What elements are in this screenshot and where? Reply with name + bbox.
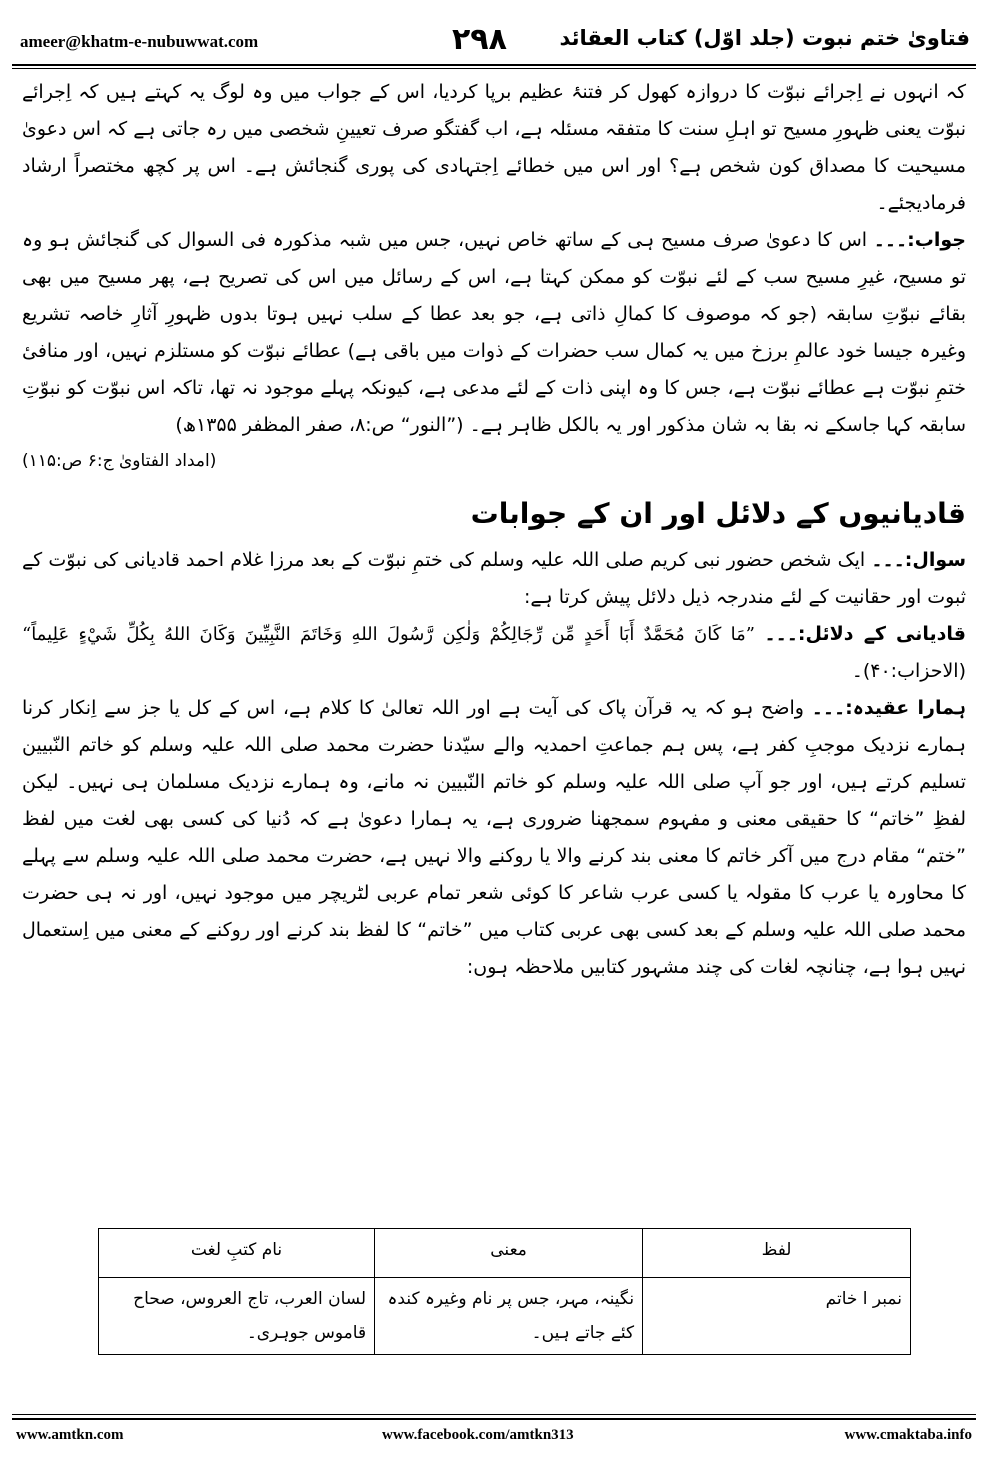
question-label: سوال:۔۔۔ [871, 549, 966, 571]
footer-rule [12, 1418, 976, 1420]
section-heading: قادیانیوں کے دلائل اور ان کے جوابات [470, 497, 966, 530]
table-header-meaning: معنی [375, 1229, 643, 1278]
creed-text: واضح ہو کہ یہ قرآن پاک کی آیت ہے اور اللہ تعالیٰ کا کلام ہے، اس کے کل یا جز سے اِنکار کرنا ہمارے نزدیک موجبِ کفر ہے، پس ہم جماعتِ احمدیہ والے سیّدنا حضرت محمد صلی اللہ علیہ وسلم کو خاتم النّبیین تسلیم کرتے ہیں، اور جو آپ صلی اللہ علیہ وسلم کو خاتم النّبیین نہ مانے، وہ ہمارے نزدیک مسلمان ہی نہیں۔ لیکن لفظِ ”خاتم“ کا حقیقی معنی و مفہوم سمجھنا ضروری ہے، یہ ہمارا دعویٰ ہے کہ دُنیا کی کسی بھی لغت میں لفظ ”ختم“ مقام درج میں آکر خاتم کا معنی بند کرنے والا یا روکنے والا نہیں ہے، حضرت محمد صلی اللہ علیہ وسلم سے پہلے کا محاورہ یا عرب کا مقولہ یا کسی عرب شاعر کا کوئی شعر تمام عربی لٹریچر میں موجود نہیں، اور نہ ہی حضرت محمد صلی اللہ علیہ وسلم کے بعد کسی بھی عربی کتاب میں ”خاتم“ کا لفظ بند کرنے اور روکنے کے معنی میں اِستعمال نہیں ہوا ہے، چنانچہ لغات کی چند مشہور کتابیں ملاحظہ ہوں: [22, 697, 966, 978]
answer-label: جواب:۔۔۔ [873, 229, 966, 251]
footer-link-facebook[interactable]: www.facebook.com/amtkn313 [382, 1427, 574, 1443]
paragraph-answer [22, 222, 966, 444]
table-cell-books: لسان العرب، تاج العروس، صحاح قاموس جوہری۔ [99, 1278, 375, 1355]
answer-text: اس کا دعویٰ صرف مسیح ہی کے ساتھ خاص نہیں، جس میں شبہ مذکورہ فی السوال کی گنجائش ہو وہ تو مسیح، غیرِ مسیح سب کے لئے نبوّت کو ممکن کہتا ہے، اس کے رسائل میں اس کی تصریح ہے، پھر مسیح میں بھی بقائے نبوّتِ سابقہ (جو کہ موصوف کا کمالِ ذاتی ہے، جو بعد عطا کے سلب نہیں ہوتا بدوں ظہورِ آثارِ خاصہ تشریع وغیرہ جیسا خود عالمِ برزخ میں یہ کمال سب حضرات کے ذوات میں باقی ہے) عطائے نبوّت کو مستلزم نہیں، اور منافیٔ ختمِ نبوّت ہے عطائے نبوّت ہے، جس کا وہ اپنی ذات کے لئے مدعی ہے، کیونکہ پہلے موجود نہ تھا، تاکہ اس نبوّت کو نبوّتِ سابقہ کہا جاسکے نہ بقا بہ شان مذکور اور یہ بالکل ظاہر ہے۔ (”النور“ ص:۸، صفر المظفر ۱۳۵۵ھ) [22, 229, 966, 436]
table-cell-meaning: نگینہ، مہر، جس پر نام وغیرہ کندہ کئے جاتے ہیں۔ [375, 1278, 643, 1355]
page-header [12, 22, 976, 62]
table-header-books: نام کتبِ لغت [99, 1229, 375, 1278]
header-rule-thin [12, 68, 976, 69]
footer-rule-thin [12, 1414, 976, 1415]
footer-link-cmaktaba[interactable]: www.cmaktaba.info [844, 1427, 972, 1443]
lexicon-table [98, 1228, 911, 1355]
creed-label: ہمارا عقیدہ:۔۔۔ [811, 697, 967, 719]
argument-label: قادیانی کے دلائل:۔۔۔ [764, 623, 966, 645]
page-number: ۲۹۸ [452, 22, 507, 57]
quran-verse: ”مَا كَانَ مُحَمَّدٌ أَبَا أَحَدٍ مِّن رِّجَالِكُمْ وَلٰكِن رَّسُولَ اللهِ وَخَاتَمَ النَّبِيِّينَ وَكَانَ اللهُ بِكُلِّ شَيْءٍ عَلِيماً“ [22, 624, 755, 645]
paragraph-creed [22, 690, 966, 986]
reference: (امداد الفتاویٰ ج:۶ ص:۱۱۵) [22, 451, 217, 471]
table-row [99, 1278, 911, 1355]
paragraph-intro: کہ انہوں نے اِجرائے نبوّت کا دروازہ کھول کر فتنۂ عظیم برپا کردیا، اس کے جواب میں وہ لوگ یہ کہتے ہیں کہ اِجرائے نبوّت یعنی ظہورِ مسیح تو اہلِ سنت کا متفقہ مسئلہ ہے، اب گفتگو صرف تعیینِ شخصی میں رہ جاتی ہے کہ اس دعویٰ مسیحیت کا مصداق کون شخص ہے؟ اور اس میں خطائے اِجتہادی کی پوری گنجائش ہے۔ اس پر کچھ مختصراً ارشاد فرمادیجئے۔ [22, 81, 966, 214]
page-footer [12, 1427, 976, 1449]
footer-link-amtkn[interactable]: www.amtkn.com [16, 1427, 124, 1443]
question-text: ایک شخص حضور نبی کریم صلی اللہ علیہ وسلم کی ختمِ نبوّت کے بعد مرزا غلام احمد قادیانی کی نبوّت کے ثبوت اور حقانیت کے لئے مندرجہ ذیل دلائل پیش کرتا ہے: [22, 549, 966, 608]
table-header-row [99, 1229, 911, 1278]
paragraph-argument [22, 616, 966, 690]
book-title: فتاویٰ ختم نبوت (جلد اوّل) کتاب العقائد [559, 26, 970, 50]
verse-citation: (الاحزاب:۴۰)۔ [851, 660, 966, 682]
table-header-word: لفظ [643, 1229, 911, 1278]
header-rule [12, 64, 976, 66]
page-content [22, 74, 966, 986]
table-cell-word: نمبر ا خاتم [643, 1278, 911, 1355]
paragraph-question [22, 542, 966, 616]
header-email: ameer@khatm-e-nubuwwat.com [20, 32, 259, 51]
